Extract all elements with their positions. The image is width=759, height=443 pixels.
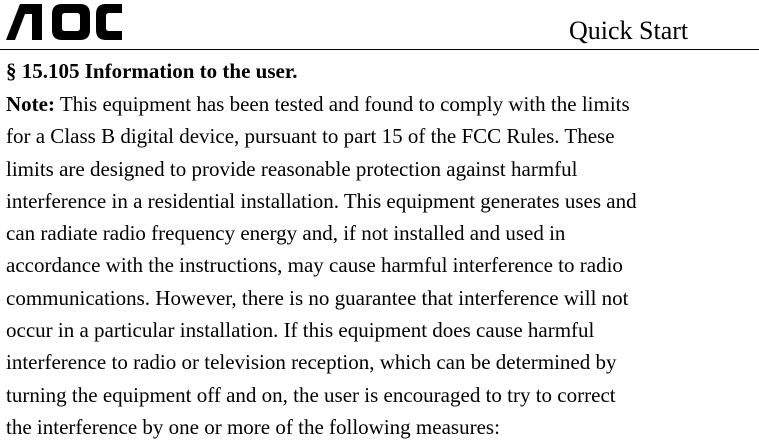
paragraph-line-text: This equipment has been tested and found to comply with the limits (54, 92, 630, 116)
paragraph-line: the interference by one or more of the following measures: (6, 414, 500, 439)
page-header (0, 0, 759, 50)
aoc-logo (6, 2, 122, 42)
paragraph-line: can radiate radio frequency energy and, if not installed and used in (6, 221, 566, 246)
section-heading: § 15.105 Information to the user. (6, 59, 298, 83)
paragraph-line: interference in a residential installation. This equipment generates uses and (6, 188, 637, 213)
paragraph-line: for a Class B digital device, pursuant to part 15 of the FCC Rules. These (6, 124, 615, 149)
document-body (6, 55, 758, 443)
paragraph-line: interference to radio or television reception, which can be determined by (6, 350, 617, 375)
paragraph-line (6, 88, 758, 120)
header-title: Quick Start (569, 16, 689, 45)
paragraph-line: turning the equipment off and on, the user is encouraged to try to correct (6, 382, 616, 407)
note-label: Note: (6, 92, 55, 116)
header-divider (0, 49, 759, 50)
paragraph-line: occur in a particular installation. If this equipment does cause harmful (6, 318, 595, 343)
paragraph-line: limits are designed to provide reasonable protection against harmful (6, 156, 578, 181)
paragraph-line: accordance with the instructions, may cause harmful interference to radio (6, 253, 623, 278)
paragraph-line: communications. However, there is no guarantee that interference will not (6, 285, 629, 310)
